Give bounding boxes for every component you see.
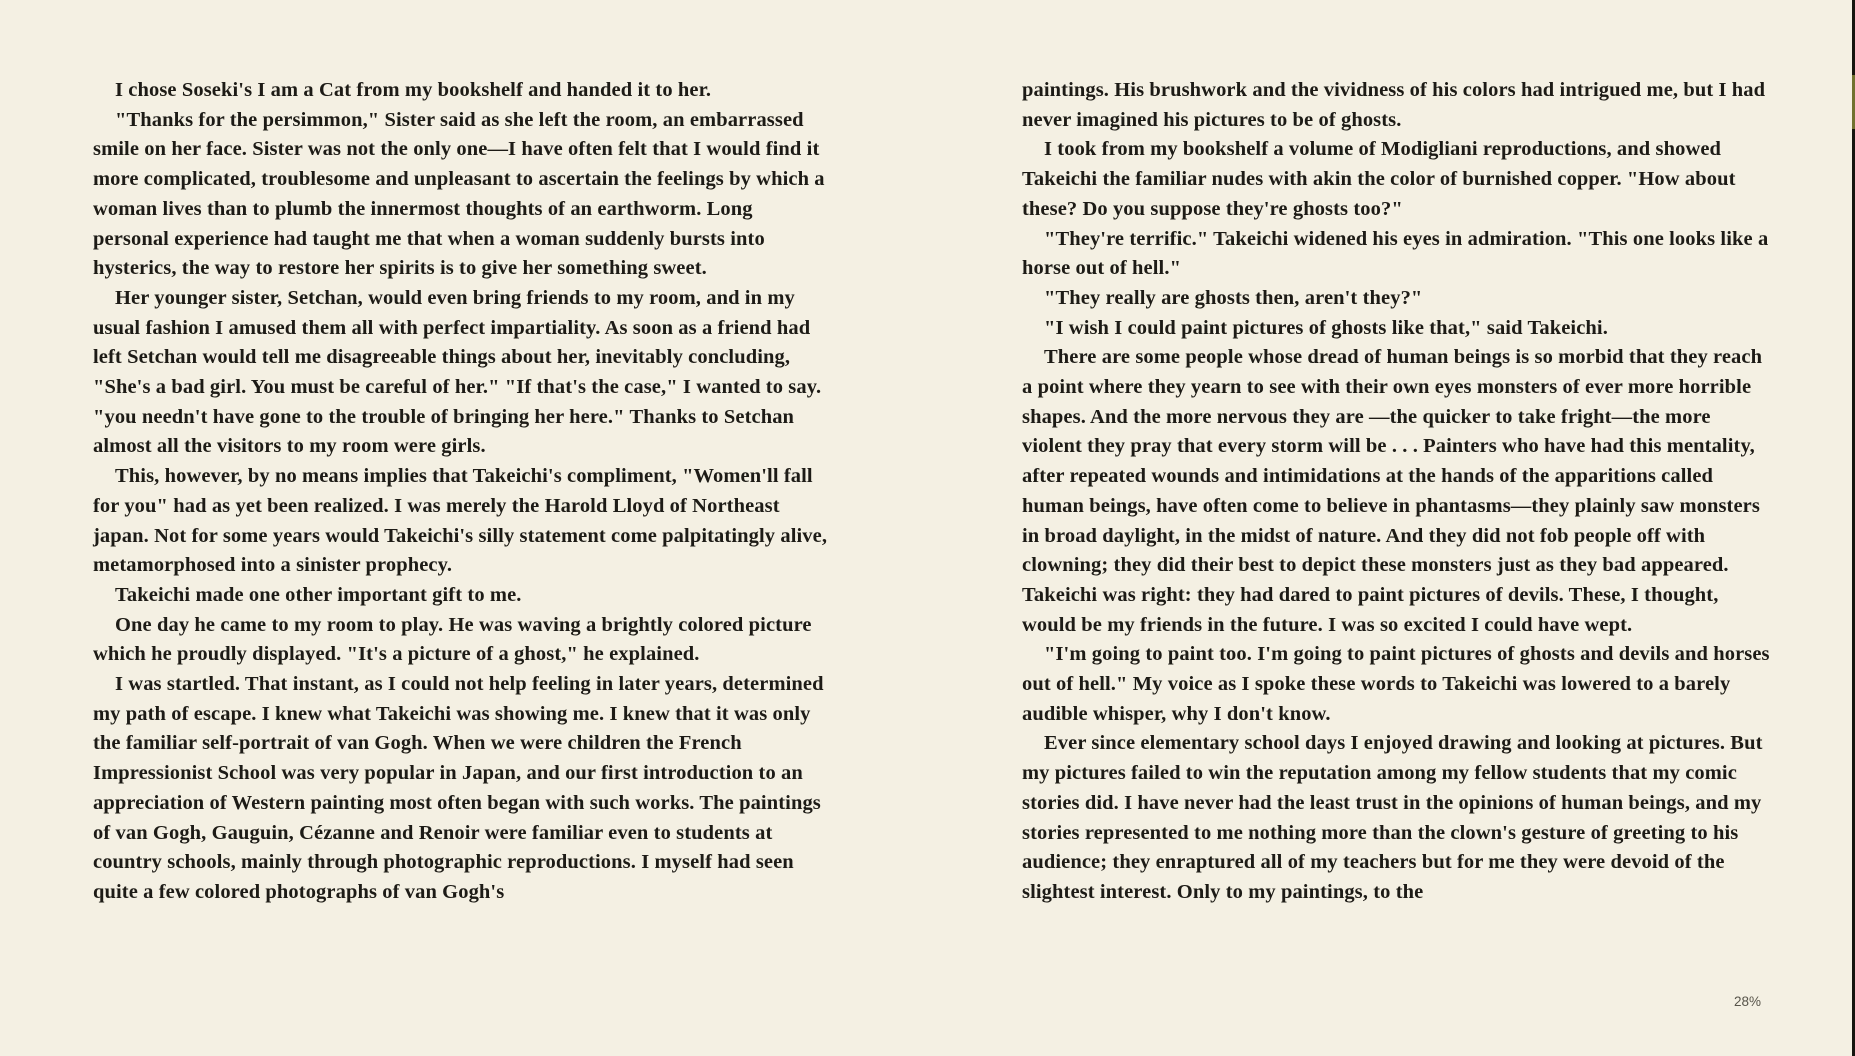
paragraph: "They're terrific." Takeichi widened his eyes in admiration. "This one looks like a horse out of hell." [1022, 227, 1769, 280]
paragraph: "I'm going to paint too. I'm going to paint pictures of ghosts and devils and horses out of hell." My voice as I spoke these words to Takeichi was lowered to a barely audible whisper, why I don't know. [1022, 643, 1770, 725]
paragraph: Her younger sister, Setchan, would even bring friends to my room, and in my usual fashion I amused them all with perfect impartiality. As soon as a friend had left Setchan would tell me disagreeable things about her, inevitably concluding, "She's a bad girl. You must be careful of her." "If that's the case," I wanted to say. "you needn't have gone to the trouble of bringing her here." Thanks to Setchan almost all the visitors to my room were girls. [93, 286, 822, 458]
paragraph: Takeichi made one other important gift to me. [115, 583, 522, 606]
paragraph: I chose Soseki's I am a Cat from my bookshelf and handed it to her. [115, 79, 712, 101]
paragraph: "I wish I could paint pictures of ghosts like that," said Takeichi. [1044, 316, 1608, 339]
paragraph: There are some people whose dread of human beings is so morbid that they reach a point where they yearn to see with their own eyes monsters of ever more horrible shapes. And the more nervous they are —the quicker to take fright—the more violent they pray that every storm will be . . . Painters who have had this mentality, after repeated wounds and intimidations at the hands of the apparitions called human beings, have often come to believe in phantasms—they plainly saw monsters in broad daylight, in the midst of nature. And they did not fob people off with clowning; they did their best to depict these monsters just as they bad appeared. Takeichi was right: they had dared to paint pictures of devils. These, I thought, would be my friends in the future. I was so excited I could have wept. [1022, 346, 1763, 636]
paragraph: I took from my bookshelf a volume of Modigliani reproductions, and showed Takeichi the familiar nudes with akin the color of burnished copper. "How about these? Do you suppose they're ghosts too?" [1022, 138, 1736, 220]
paragraph: I was startled. That instant, as I could not help feeling in later years, determined my path of escape. I knew what Takeichi was showing me. I knew that it was only the familiar self-portrait of van Gogh. When we were children the French Impressionist School was very popular in Japan, and our first introduction to an appreciation of Western painting most often began with such works. The paintings of van Gogh, Gauguin, Cézanne and Renoir were familiar even to students at country schools, mainly through photographic reproductions. I myself had seen quite a few colored photographs of van Gogh's [93, 673, 824, 903]
paragraph: "Thanks for the persimmon," Sister said as she left the room, an embarrassed smile on her face. Sister was not the only one—I have often felt that I would find it more complicated, troublesome and unpleasant to ascertain the feelings by which a woman lives than to plumb the innermost thoughts of an earthworm. Long personal experience had taught me that when a woman suddenly bursts into hysterics, the way to restore her spirits is to give her something sweet. [93, 108, 825, 280]
reading-progress-label: 28% [1733, 994, 1761, 1009]
paragraph: "They really are ghosts then, aren't they?" [1044, 286, 1423, 309]
paragraph: Ever since elementary school days I enjoyed drawing and looking at pictures. But my pictures failed to win the reputation among my fellow students that my comic stories did. I have never had the least trust in the opinions of human beings, and my stories represented to me nothing more than the clown's gesture of greeting to his audience; they enraptured all of my teachers but for me they were devoid of the slightest interest. Only to my paintings, to the [1022, 732, 1763, 903]
paragraph-continuation: paintings. His brushwork and the vividness of his colors had intrigued me, but I had never imagined his pictures to be of ghosts. [1022, 79, 1766, 131]
left-page[interactable] [93, 76, 831, 908]
right-page[interactable] [1022, 76, 1772, 908]
paragraph: One day he came to my room to play. He was waving a brightly colored picture which he proudly displayed. "It's a picture of a ghost," he explained. [93, 613, 812, 666]
paragraph: This, however, by no means implies that Takeichi's compliment, "Women'll fall for you" had as yet been realized. I was merely the Harold Lloyd of Northeast japan. Not for some years would Takeichi's silly statement come palpitatingly alive, metamorphosed into a sinister prophecy. [93, 465, 828, 577]
